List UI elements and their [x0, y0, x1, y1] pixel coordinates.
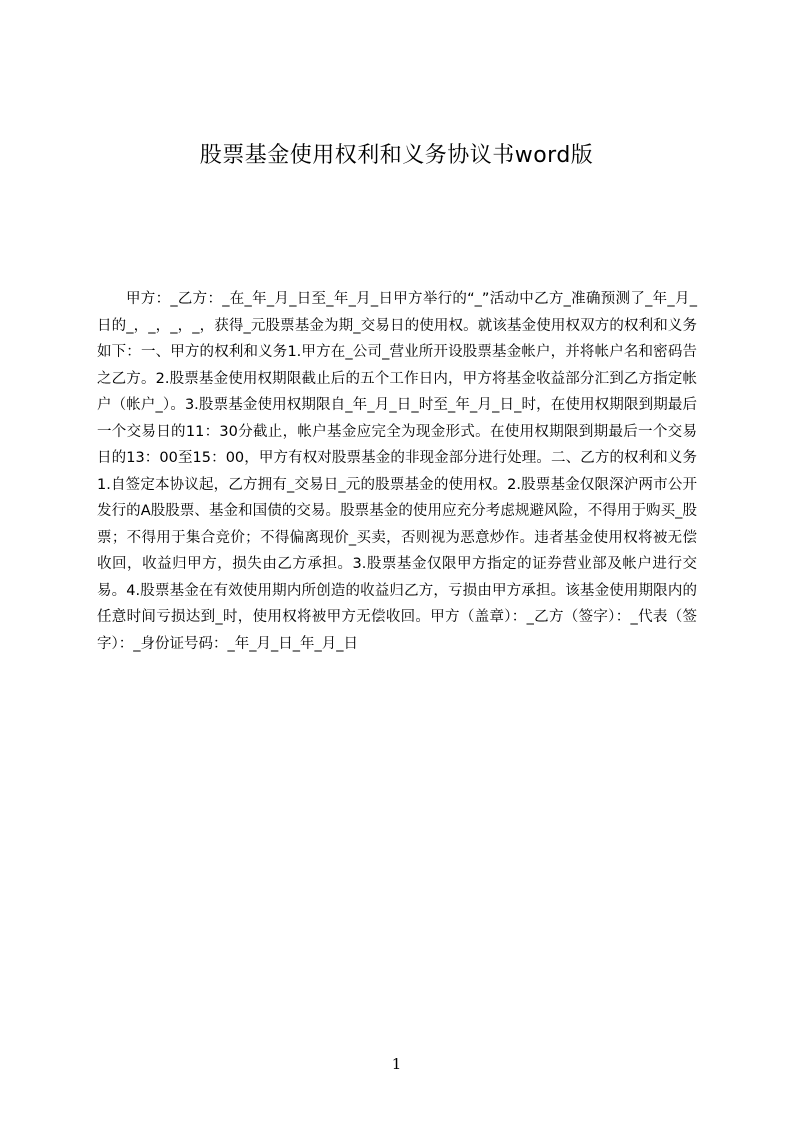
agreement-body-paragraph: 甲方：_乙方：_在_年_月_日至_年_月_日甲方举行的“_”活动中乙方_准确预测了_年_月_日的_，_，_，_，获得_元股票基金为期_交易日的使用权。就该基金使用权双方的权利和义务如下：一、甲方的权利和义务1.甲方在_公司_营业所开设股票基金帐户，并将帐户名和密码告之乙方。2.股票基金使用权期限截止后的五个工作日内，甲方将基金收益部分汇到乙方指定帐户（帐户_）。3.股票基金使用权期限自_年_月_日_时至_年_月_日_时，在使用权期限到期最后一个交易日的11：30分截止，帐户基金应完全为现金形式。在使用权期限到期最后一个交易日的13：00至15：00，甲方有权对股票基金的非现金部分进行处理。二、乙方的权利和义务1.自签定本协议起，乙方拥有_交易日_元的股票基金的使用权。2.股票基金仅限深沪两市公开发行的A股股票、基金和国债的交易。股票基金的使用应充分考虑规避风险，不得用于购买_股票；不得用于集合竞价；不得偏离现价_买卖，否则视为恶意炒作。违者基金使用权将被无偿收回，收益归甲方，损失由乙方承担。3.股票基金仅限甲方指定的证券营业部及帐户进行交易。4.股票基金在有效使用期内所创造的收益归乙方，亏损由甲方承担。该基金使用期限内的任意时间亏损达到_时，使用权将被甲方无偿收回。甲方（盖章）：_乙方（签字）：_代表（签字）：_身份证号码：_年_月_日_年_月_日 [97, 291, 697, 652]
page-number: 1 [391, 1055, 402, 1073]
document-title: 股票基金使用权利和义务协议书word版 [199, 143, 594, 168]
